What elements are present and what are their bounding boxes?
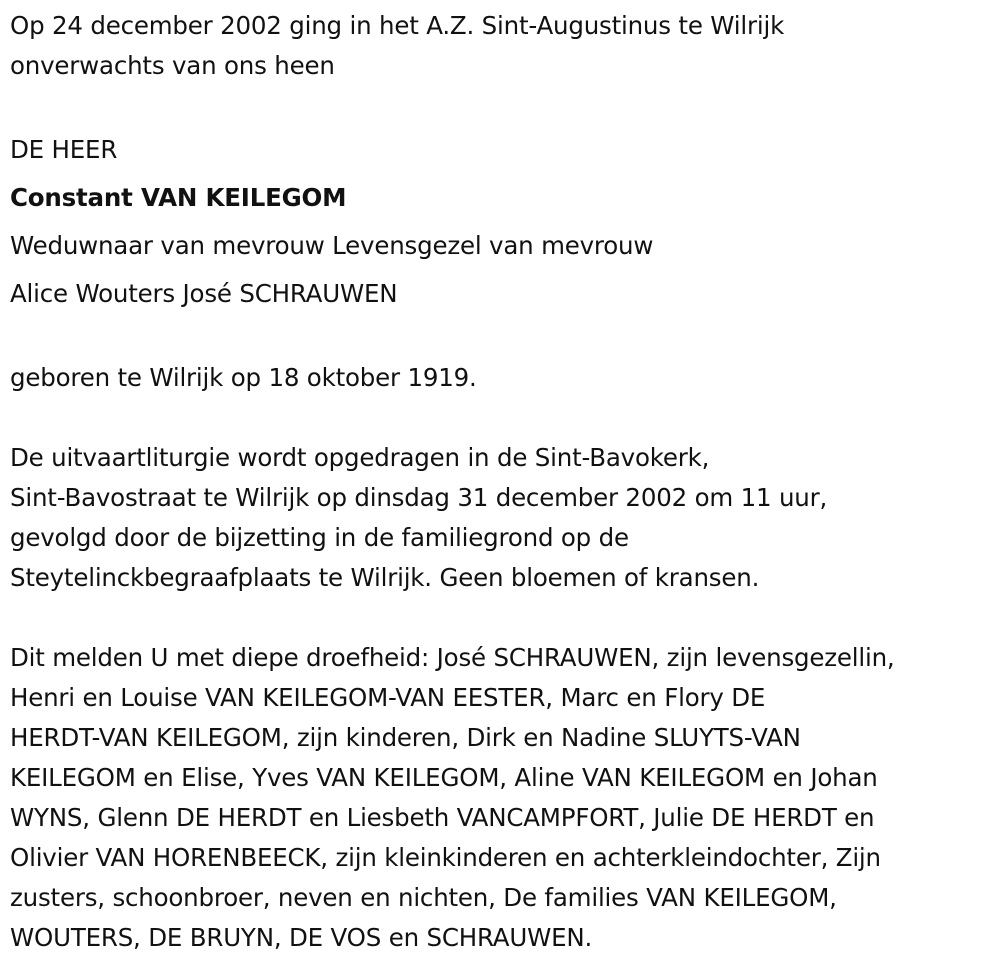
family-paragraph xyxy=(10,638,995,958)
relation-line: Weduwnaar van mevrouw Levensgezel van mevrouw xyxy=(10,231,654,260)
obituary-notice xyxy=(10,0,995,958)
honorific: DE HEER xyxy=(10,135,118,164)
family-line: KEILEGOM en Elise, Yves VAN KEILEGOM, Aline VAN KEILEGOM en Johan xyxy=(10,763,878,792)
intro-line: Op 24 december 2002 ging in het A.Z. Sint-Augustinus te Wilrijk xyxy=(10,11,785,40)
relation-line: Alice Wouters José SCHRAUWEN xyxy=(10,279,398,308)
service-line: Steytelinckbegraafplaats te Wilrijk. Geen bloemen of kransen. xyxy=(10,563,760,592)
family-line: Olivier VAN HORENBEECK, zijn kleinkinderen en achterkleindochter, Zijn xyxy=(10,843,881,872)
birth-paragraph xyxy=(10,358,995,398)
family-line: Dit melden U met diepe droefheid: José SCHRAUWEN, zijn levensgezellin, xyxy=(10,643,895,672)
birth-text: geboren te Wilrijk op 18 oktober 1919. xyxy=(10,363,477,392)
family-line: Henri en Louise VAN KEILEGOM-VAN EESTER, Marc en Flory DE xyxy=(10,683,766,712)
family-line: HERDT-VAN KEILEGOM, zijn kinderen, Dirk en Nadine SLUYTS-VAN xyxy=(10,723,801,752)
intro-line: onverwachts van ons heen xyxy=(10,51,335,80)
family-line: zusters, schoonbroer, neven en nichten, De families VAN KEILEGOM, xyxy=(10,883,837,912)
service-line: gevolgd door de bijzetting in de familiegrond op de xyxy=(10,523,629,552)
intro-paragraph xyxy=(10,0,995,86)
service-line: Sint-Bavostraat te Wilrijk op dinsdag 31 december 2002 om 11 uur, xyxy=(10,483,828,512)
deceased-block xyxy=(10,126,995,318)
family-line: WYNS, Glenn DE HERDT en Liesbeth VANCAMPFORT, Julie DE HERDT en xyxy=(10,803,875,832)
deceased-name: Constant VAN KEILEGOM xyxy=(10,183,347,212)
family-line: WOUTERS, DE BRUYN, DE VOS en SCHRAUWEN. xyxy=(10,923,593,952)
service-line: De uitvaartliturgie wordt opgedragen in de Sint-Bavokerk, xyxy=(10,443,710,472)
service-paragraph xyxy=(10,438,995,598)
